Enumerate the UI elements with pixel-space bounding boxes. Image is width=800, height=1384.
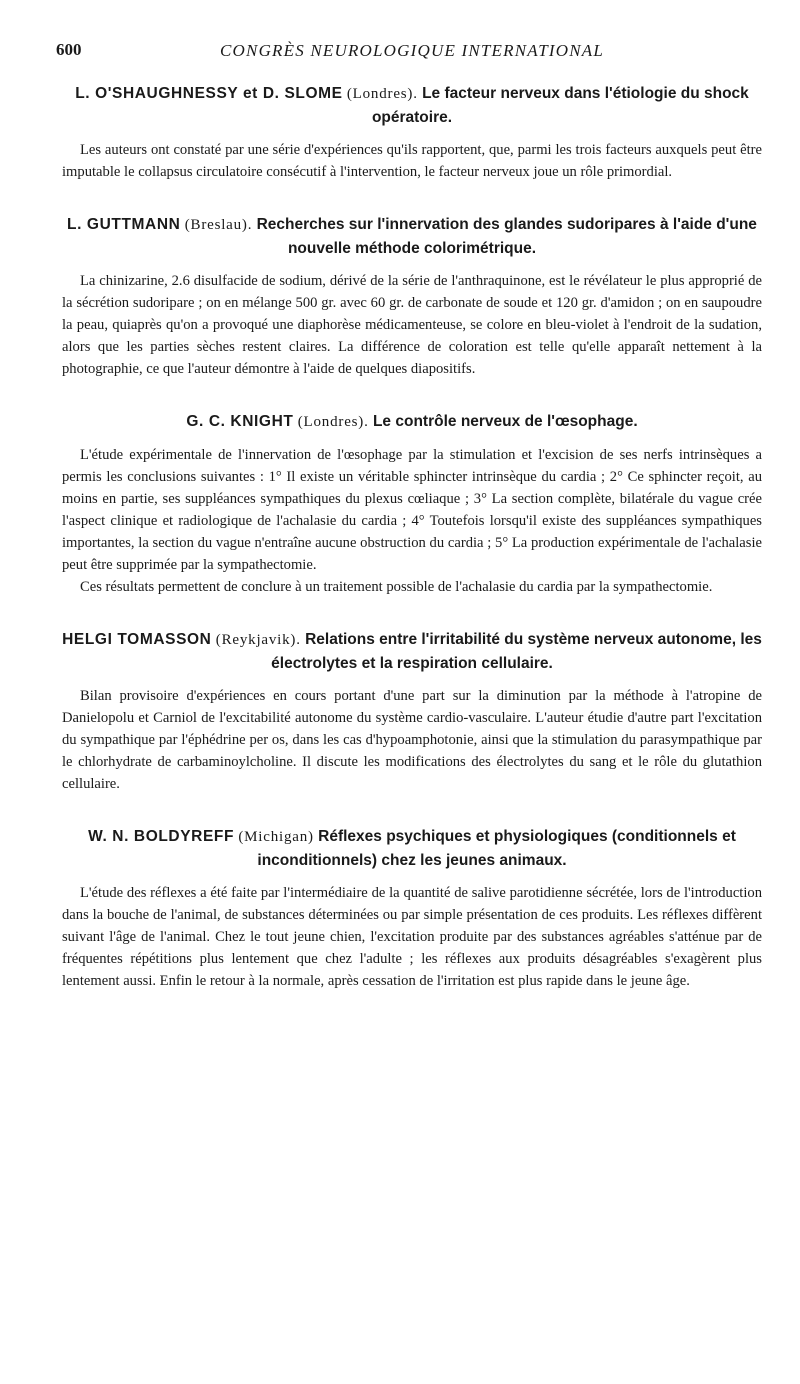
journal-page	[56, 40, 762, 992]
abstract-entry	[62, 825, 762, 992]
page-number: 600	[56, 40, 82, 59]
abstract-city: (Londres).	[297, 414, 369, 430]
abstract-city: (Reykjavik).	[215, 632, 301, 648]
abstract-heading	[62, 82, 762, 129]
abstract-body	[62, 139, 762, 183]
abstract-title: Recherches sur l'innervation des glandes sudoripares à l'aide d'une nouvelle méthode colorimétrique.	[256, 216, 757, 257]
abstract-body	[62, 882, 762, 992]
abstract-paragraph: L'étude des réflexes a été faite par l'intermédiaire de la quantité de salive parotidienne sécrétée, lors de l'introduction dans la bouche de l'animal, de substances déterminées ou par simple présentation de ces produits. Les réflexes diffèrent suivant l'âge de l'animal. Chez le tout jeune chien, l'excitation produite par des substances agréables s'atténue par de fréquentes répétitions plus lentement que chez l'adulte ; les réflexes aux produits désagréables s'exagèrent plus lentement aussi. Enfin le retour à la normale, après cessation de l'irritation est plus rapide dans le jeune âge.	[62, 885, 762, 989]
abstract-heading	[62, 410, 762, 434]
abstract-paragraph: Bilan provisoire d'expériences en cours portant d'une part sur la diminution par la méthode à l'atropine de Danielopolu et Carniol de l'excitabilité autonome du système cardio-vasculaire. L'auteur étudie d'autre part l'excitation du sympathique par l'éphédrine per os, dans les cas d'hypoamphotonie, ainsi que la stimulation du parasympathique par le chlorhydrate de carbaminoylcholine. Il discute les modifications des électrolytes du sang et le rôle du glutathion cellulaire.	[62, 688, 762, 792]
abstract-body	[62, 444, 762, 598]
abstract-entry	[62, 82, 762, 183]
page-header	[56, 40, 762, 70]
abstract-authors: W. N. BOLDYREFF	[88, 828, 235, 845]
abstract-heading	[62, 628, 762, 675]
abstract-title: Le contrôle nerveux de l'œsophage.	[372, 413, 638, 430]
abstract-entry	[62, 213, 762, 380]
abstract-paragraph: Les auteurs ont constaté par une série d'expériences qu'ils rapportent, que, parmi les trois facteurs auxquels peut être imputable le collapsus circulatoire consécutif à l'intervention, le facteur nerveux joue un rôle primordial.	[62, 142, 762, 180]
abstract-authors: L. GUTTMANN	[67, 216, 181, 233]
abstract-paragraph: Ces résultats permettent de conclure à un traitement possible de l'achalasie du cardia par la sympathectomie.	[80, 579, 713, 595]
abstract-authors: HELGI TOMASSON	[62, 631, 212, 648]
abstract-body	[62, 270, 762, 380]
running-title: CONGRÈS NEUROLOGIQUE INTERNATIONAL	[220, 41, 604, 60]
abstract-title: Relations entre l'irritabilité du système nerveux autonome, les électrolytes et la respiration cellulaire.	[271, 631, 762, 672]
abstract-title: Réflexes psychiques et physiologiques (conditionnels et inconditionnels) chez les jeunes animaux.	[257, 828, 736, 869]
abstract-authors: L. O'SHAUGHNESSY et D. SLOME	[75, 85, 343, 102]
abstract-city: (Michigan)	[238, 829, 314, 845]
abstract-city: (Breslau).	[184, 217, 253, 233]
abstract-paragraph: La chinizarine, 2.6 disulfacide de sodium, dérivé de la série de l'anthraquinone, est le révélateur le plus approprié de la sécrétion sudoripare ; on en mélange 500 gr. avec 60 gr. de carbonate de soude et 120 gr. d'amidon ; on en saupoudre la peau, quiaprès qu'on a provoqué une diaphorèse médicamenteuse, se colore en bleu-violet à l'endroit de la sudation, alors que les parties sèches restent claires. La différence de coloration est telle qu'elle apparaît nettement à la photographie, ce que l'auteur démontre à l'aide de quelques diapositifs.	[62, 273, 762, 377]
abstract-entry	[62, 410, 762, 598]
abstract-body	[62, 685, 762, 795]
abstract-authors: G. C. KNIGHT	[186, 413, 294, 430]
abstract-city: (Londres).	[346, 86, 418, 102]
abstract-entry	[62, 628, 762, 795]
abstract-title: Le facteur nerveux dans l'étiologie du shock opératoire.	[371, 85, 749, 126]
abstract-heading	[62, 825, 762, 872]
abstract-paragraph: L'étude expérimentale de l'innervation de l'œsophage par la stimulation et l'excision de ses nerfs intrinsèques a permis les conclusions suivantes : 1° Il existe un véritable sphincter intrinsèque du cardia ; 2° Ce sphincter reçoit, au moins en partie, ses suppléances sympathiques du plexus cœliaque ; 3° La section complète, bilatérale du vague crée l'aspect clinique et radiologique de l'achalasie du cardia ; 4° Toutefois lorsqu'il existe des suppléances sympathiques importantes, la section du vague n'entraîne aucune obstruction du cardia ; 5° La production expérimentale de l'achalasie peut être supprimée par la sympathectomie.	[62, 447, 762, 573]
abstract-heading	[62, 213, 762, 260]
